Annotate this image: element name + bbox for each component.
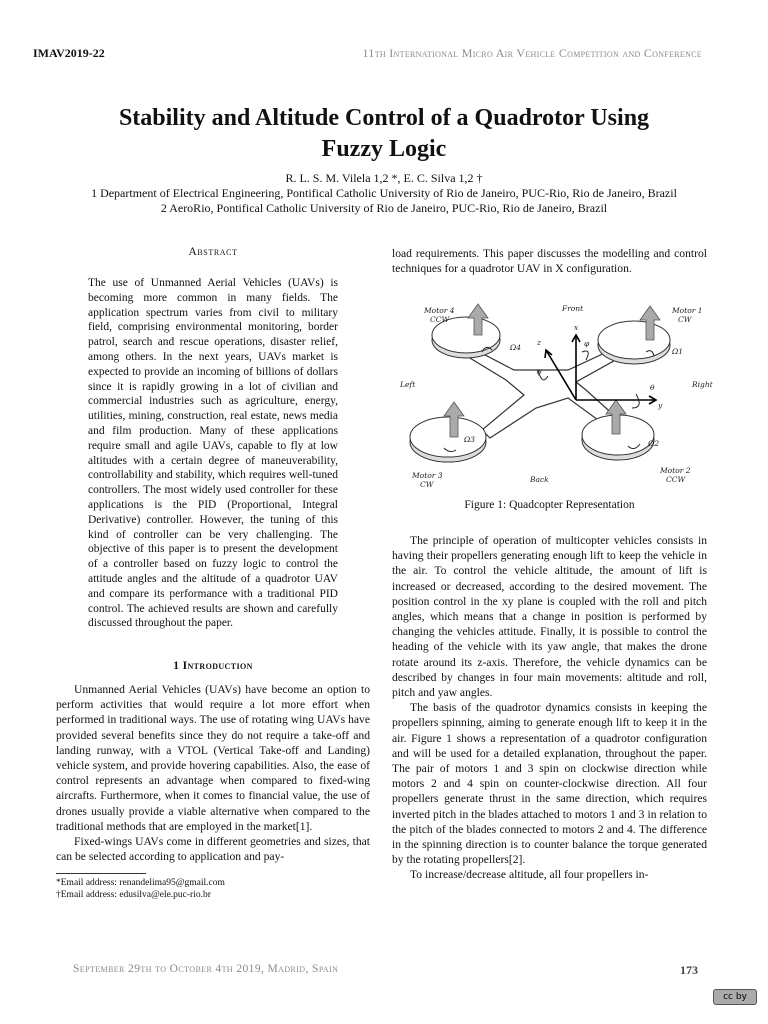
title-line-1: Stability and Altitude Control of a Quadrotor Using <box>118 105 650 131</box>
intro-paragraph-1: Unmanned Aerial Vehicles (UAVs) have become an option to perform activities that would require a lot more effort when performed in traditional ways. The use of rotating wing UAVs have provided several benefits since they do not require a take-off and landing runway, with a VTOL (Vertical Take-off and Landing) vehicle system, and provide hovering capabilities. Also, the ease of control represents an advantage when compared to fixed-wing aircrafts. Furthermore, when it comes to financial value, the use of drones usually provide a viable alternative when compared to the traditional methods that are employed in the market[1]. <box>56 683 370 833</box>
footnotes <box>56 877 225 901</box>
right-paragraph-0: load requirements. This paper discusses the modelling and control techniques for a quadrotor UAV in X configuration. <box>392 247 707 276</box>
paper-title <box>40 103 728 165</box>
label-left: Left <box>400 380 416 389</box>
label-back: Back <box>530 475 549 484</box>
figure-caption: Figure 1: Quadcopter Representation <box>464 499 635 511</box>
label-right: Right <box>692 380 713 389</box>
right-column-body <box>392 533 707 883</box>
label-phi: φ <box>584 339 590 348</box>
footer-dates: September 29th to October 4th 2019, Madrid, Spain <box>73 963 339 975</box>
label-omega3: Ω3 <box>464 435 475 444</box>
affiliation-1: 1 Department of Electrical Engineering, Pontifical Catholic University of Rio de Janeiro, PUC-Rio, Rio de Janeiro, Brazil <box>91 186 677 200</box>
label-x-axis: x <box>574 323 579 332</box>
label-motor3-dir: CW <box>420 480 434 489</box>
footnote-email-1: *Email address: renandelima95@gmail.com <box>56 878 225 888</box>
label-psi: ψ <box>536 367 542 376</box>
section-heading-introduction: 1 Introduction <box>173 660 253 672</box>
authors-block <box>40 171 728 216</box>
label-theta: θ <box>650 383 655 392</box>
label-omega1: Ω1 <box>672 347 683 356</box>
intro-column <box>56 682 370 864</box>
rotor-1 <box>598 321 670 364</box>
label-front: Front <box>562 304 584 313</box>
abstract-text: The use of Unmanned Aerial Vehicles (UAVs) is becoming more common in many fields. The application spectrum varies from civil to military field, comprising environmental monitoring, border patrol, search and rescue operations, disaster relief, among others. In the next years, UAVs market is expected to provide an incoming of billions of dollars since it is rapidly growing in a lot of civilian and commercial industries such as agriculture, energy, utilities, mining, construction, real estate, news media and film production. Many of these applications require small and agile UAVs, capable to fly at low altitudes with a certain degree of maneuverability, controllability and stability, which requires well-tuned controllers. The most widely used controller for these applications is the PID (Proportional, Integral Derivative) controller. However, the tuning of this kind of controller can be very challenging. The objective of this paper is to present the development of a controller based on fuzzy logic to control the attitude angles and the altitude of a quadrotor UAV and compare its performance with a traditional PID control. The achieved results are shown and carefully discussed throughout the paper. <box>88 277 338 630</box>
abstract-heading: Abstract <box>188 246 238 258</box>
license-badge-text: cc by <box>723 992 747 1002</box>
intro-paragraph-2: Fixed-wings UAVs come in different geometries and sizes, that can be selected according to application and pay- <box>56 835 370 864</box>
right-paragraph-1: The principle of operation of multicopter vehicles consists in having their propellers generating enough lift to keep the vehicle in the air. To control the vehicle altitude, the amount of lift is increased or decreased, according to the desired movement. The position control in the xy plane is coupled with the roll and pitch angles, which means that a change in position is performed by changing the vehicles attitude. Finally, it is possible to control the heading of the vehicle with its yaw angle, that makes the drone rotate around its z-axis. Therefore, the vehicle dynamics can be described by changes in four main movements: altitude and roll, pitch and yaw angles. <box>392 534 707 700</box>
page-number: 173 <box>680 963 698 977</box>
cc-license-badge[interactable] <box>713 989 757 1005</box>
label-motor2: Motor 2 <box>660 466 691 475</box>
affiliation-2: 2 AeroRio, Pontifical Catholic University of Rio de Janeiro, PUC-Rio, Rio de Janeiro, Brazil <box>160 201 608 215</box>
title-line-2: Fuzzy Logic <box>321 136 447 162</box>
label-motor1: Motor 1 <box>672 306 703 315</box>
conference-name: 11th International Micro Air Vehicle Competition and Conference <box>362 46 702 60</box>
label-z-axis: z <box>537 338 541 347</box>
right-paragraph-2: The basis of the quadrotor dynamics consists in keeping the propellers spinning, aiming to generate enough lift to keep it in the air. Figure 1 shows a representation of a quadrotor configuration and will be used for a detailed explanation, throughout the paper. The pair of motors 1 and 3 spin on clockwise direction while motors 2 and 4 spin on counter-clockwise direction. All four propellers generate thrust in the same direction, which requires inverted pitch in the blades attached to motors 1 and 3 in relation to the pitch of the blades connected to motors 2 and 4. The difference in the spinning direction is to counter balance the torque generated by the rotating propellers[2]. <box>392 701 707 867</box>
label-omega2: Ω2 <box>648 439 659 448</box>
footnote-email-2: †Email address: edusilva@ele.puc-rio.br <box>56 890 211 900</box>
conference-id: IMAV2019-22 <box>33 46 105 60</box>
label-motor2-dir: CCW <box>666 475 686 484</box>
label-motor3: Motor 3 <box>412 471 443 480</box>
author-names: R. L. S. M. Vilela 1,2 *, E. C. Silva 1,2 † <box>285 171 483 185</box>
quadcopter-figure <box>396 290 713 490</box>
label-y-axis: y <box>658 401 663 410</box>
label-motor4-dir: CCW <box>430 315 450 324</box>
footnote-rule <box>56 873 146 874</box>
right-paragraph-3: To increase/decrease altitude, all four propellers in- <box>410 868 649 882</box>
label-motor4: Motor 4 <box>424 306 455 315</box>
label-motor1-dir: CW <box>678 315 692 324</box>
label-omega4: Ω4 <box>510 343 521 352</box>
